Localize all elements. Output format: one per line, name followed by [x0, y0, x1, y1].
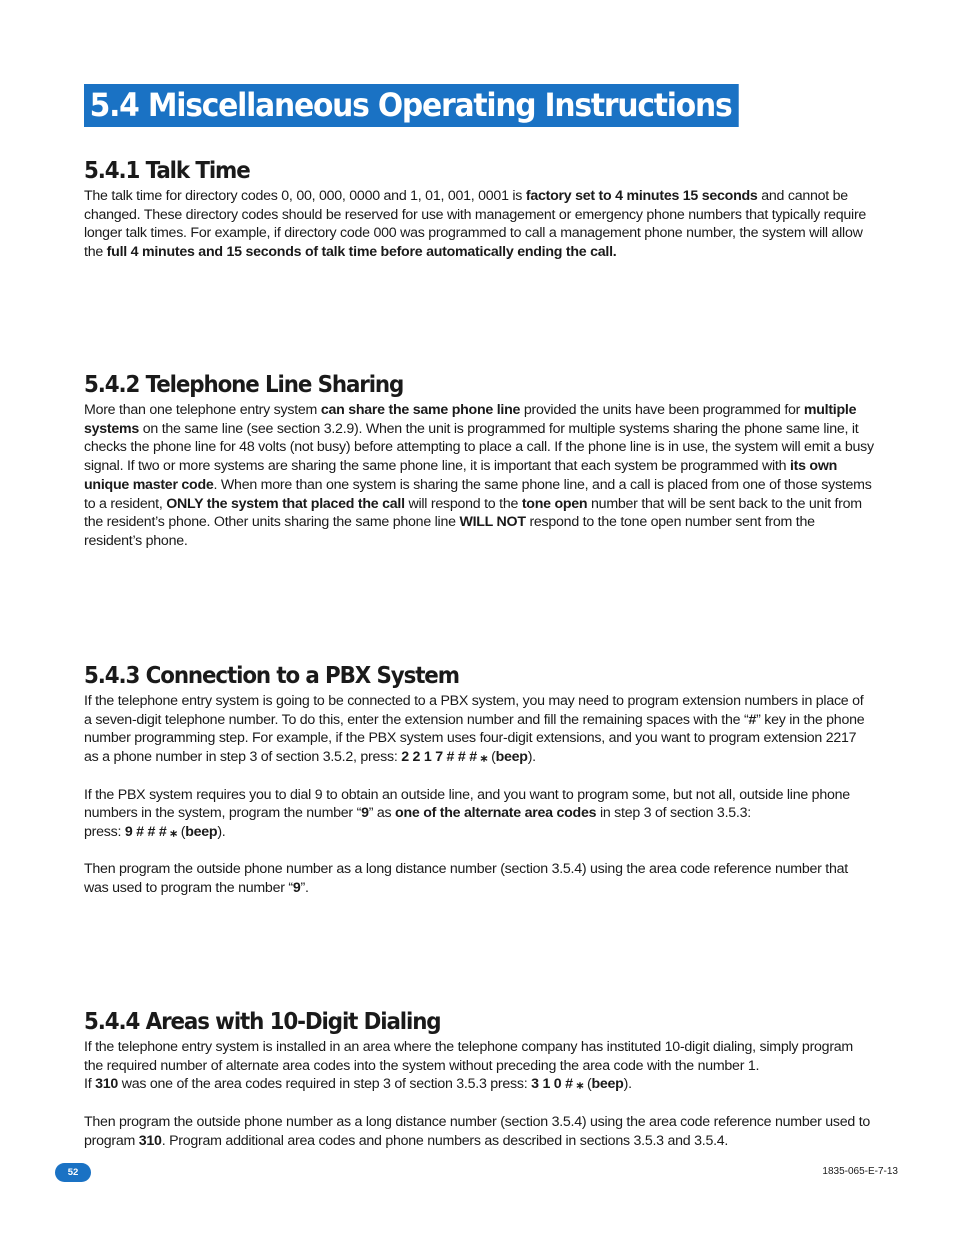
bold-text: ONLY the system that placed the call [166, 495, 405, 512]
section-10-digit-dialing [84, 1009, 874, 1150]
section-pbx-connection [84, 663, 874, 898]
bold-text: 2 2 1 7 # # # ⁎ [401, 749, 488, 766]
section-body [84, 1038, 874, 1150]
paragraph [84, 692, 874, 767]
bold-text: 9 [361, 805, 369, 822]
text-run: on the same line (see section 3.2.9). When the unit is programmed for multiple systems sharing the phone same line, it checks the phone line for 48 volts (not busy) before attempting to place a call. If the phone line is in use, the system will emit a busy signal. If two or more systems are sharing the same phone line, it is important that each system be programmed with [84, 420, 874, 475]
section-heading: 5.4.4 Areas with 10-Digit Dialing [84, 1009, 441, 1035]
text-run: . Program additional area codes and phone numbers as described in sections 3.5.3 and 3.5.4. [161, 1132, 729, 1149]
bold-text: multiple systems [84, 402, 857, 437]
bold-text: its own unique master code [84, 458, 838, 493]
section-talk-time [84, 158, 874, 262]
bold-text: beep [591, 1076, 624, 1093]
text-run: If the telephone entry system is going to be connected to a PBX system, you may need to program extension numbers in place of a seven-digit telephone number. To do this, enter the extension number and fill the remaining spaces with the “ [84, 693, 864, 728]
bold-text: beep [185, 823, 218, 840]
bold-text: factory set to 4 minutes 15 seconds [525, 188, 758, 204]
text-run: ( [487, 749, 496, 766]
paragraph [84, 401, 874, 551]
section-body [84, 401, 874, 551]
paragraph [84, 1113, 874, 1150]
paragraph [84, 187, 874, 262]
text-run: ( [583, 1076, 592, 1093]
section-heading: 5.4.1 Talk Time [84, 158, 250, 184]
paragraph [84, 860, 874, 897]
text-run: Then program the outside phone number as a long distance number (section 3.5.4) using the area code reference number used to program [84, 1113, 871, 1149]
text-run: press: [84, 823, 125, 840]
bold-text: beep [495, 749, 528, 766]
bold-text: 310 [95, 1076, 118, 1093]
text-run: was one of the area codes required in step 3 of section 3.5.3 press: [118, 1076, 532, 1093]
bold-text: 9 [292, 880, 301, 896]
page-title: 5.4 Miscellaneous Operating Instructions [84, 84, 739, 127]
bold-text: one of the alternate area codes [395, 805, 597, 822]
bold-text: tone open [521, 495, 588, 512]
text-run: provided the units have been programmed for [520, 402, 804, 418]
section-telephone-line-sharing [84, 372, 874, 551]
paragraph [84, 786, 874, 842]
document-code: 1835-065-E-7-13 [822, 1166, 898, 1177]
bold-text: # [748, 711, 757, 728]
text-run: ” as [368, 805, 396, 822]
text-run: number that will be sent back to the unit from the resident’s phone. Other units sharing the same phone line [84, 495, 862, 531]
text-run: ( [177, 823, 186, 840]
paragraph [84, 1038, 874, 1094]
text-run: ). [217, 823, 226, 840]
text-run: ). [527, 749, 536, 766]
text-run: The talk time for directory codes 0, 00, 000, 0000 and 1, 01, 001, 0001 is [84, 188, 526, 204]
text-run: Then program the outside phone number as a long distance number (section 3.5.4) using the area code reference number that was used to program the number “ [84, 861, 848, 896]
section-body [84, 692, 874, 898]
bold-text: 9 # # # ⁎ [124, 823, 178, 840]
text-run: ). [623, 1076, 632, 1093]
page-number-badge: 52 [55, 1163, 91, 1182]
bold-text: WILL NOT [459, 514, 526, 531]
text-run: More than one telephone entry system [84, 402, 321, 418]
text-run: ”. [300, 880, 309, 896]
text-run: in step 3 of section 3.5.3: [596, 805, 751, 822]
section-heading: 5.4.3 Connection to a PBX System [84, 663, 459, 689]
bold-text: full 4 minutes and 15 seconds of talk time before automatically ending the call. [106, 244, 617, 261]
text-run: If the telephone entry system is installed in an area where the telephone company has instituted 10-digit dialing, simply program the required number of alternate area codes into the system without preceding the area code with the number 1. [84, 1039, 854, 1074]
bold-text: 310 [138, 1132, 162, 1149]
text-run: ” key in the phone number programming step. For example, if the PBX system uses four-digit extensions, and you want to program extension 2217 as a phone number in step 3 of section 3.5.2, press: [84, 711, 865, 766]
section-heading: 5.4.2 Telephone Line Sharing [84, 372, 404, 398]
text-run: If the PBX system requires you to dial 9 to obtain an outside line, and you want to program some, but not all, outside line phone numbers in the system, program the number “ [84, 786, 850, 822]
text-run: If [84, 1076, 96, 1093]
text-run: . When more than one system is sharing the same phone line, and a call is placed from one of those systems to a resident, [84, 476, 872, 512]
text-run: respond to the tone open number sent from the resident’s phone. [84, 514, 815, 549]
bold-text: can share the same phone line [320, 402, 521, 418]
text-run: and cannot be changed. These directory codes should be reserved for use with management or emergency phone numbers that typically require longer talk times. For example, if directory code 000 was programmed to call a management phone number, the system will allow the [84, 188, 867, 261]
text-run: will respond to the [404, 495, 522, 512]
bold-text: 3 1 0 # ⁎ [531, 1076, 584, 1093]
section-body [84, 187, 874, 262]
